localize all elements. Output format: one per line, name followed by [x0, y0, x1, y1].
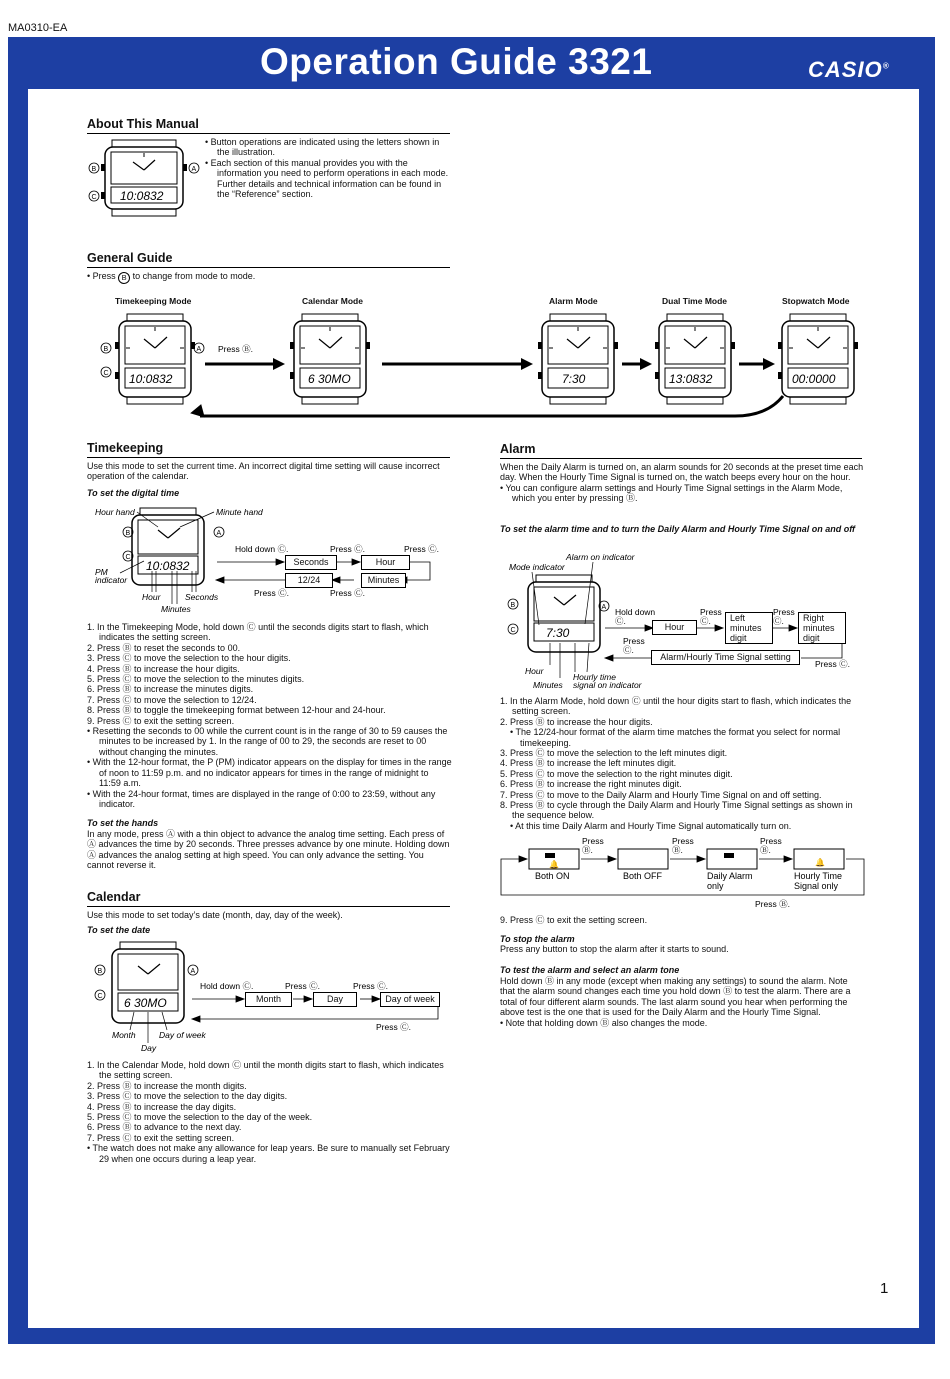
svg-text:Press Ⓒ.: Press Ⓒ. — [330, 588, 365, 598]
button-b-icon — [89, 163, 99, 173]
mode-label-dual-time: Dual Time Mode — [662, 296, 728, 306]
timekeeping-steps — [87, 622, 452, 809]
timekeeping-step: 3. Press Ⓒ to move the selection to the hour digits. — [87, 653, 291, 664]
mode-label-timekeeping: Timekeeping Mode — [115, 296, 192, 306]
mode-label-alarm: Alarm Mode — [549, 296, 598, 306]
watch-dual-time-icon — [655, 314, 735, 404]
watch-icon — [528, 575, 600, 652]
mode-flow-diagram — [95, 312, 875, 430]
svg-text:10:0832: 10:0832 — [146, 559, 190, 573]
svg-text:Ⓑ.: Ⓑ. — [582, 845, 593, 855]
svg-text:C: C — [97, 993, 103, 1000]
page-title: Operation Guide 3321 — [260, 41, 653, 82]
svg-text:A: A — [191, 166, 197, 173]
about-bullet: • Each section of this manual provides you with the information you need to perform operations in each mode. Further details and technical information can be found in the “Reference” section. — [205, 157, 449, 200]
svg-text:B: B — [125, 530, 131, 537]
lcd-time: 10:0832 — [120, 189, 164, 203]
svg-text:Ⓑ.: Ⓑ. — [672, 845, 683, 855]
svg-text:Press Ⓒ.: Press Ⓒ. — [285, 981, 320, 991]
general-heading: General Guide — [87, 251, 450, 268]
about-bullet: • Button operations are indicated using the letters shown in the illustration. — [205, 137, 440, 158]
svg-text:6 30MO: 6 30MO — [124, 996, 167, 1010]
hold-down-label: Hold down Ⓒ. — [235, 544, 289, 554]
button-c-icon — [101, 367, 111, 377]
step-box-right-minutes: Right minutes digit — [798, 612, 846, 644]
svg-text:Ⓒ.: Ⓒ. — [773, 616, 784, 626]
step-box-hour: Hour — [361, 555, 410, 570]
alarm-step-9: 9. Press Ⓒ to exit the setting screen. — [500, 915, 648, 925]
calendar-step: 7. Press Ⓒ to exit the setting screen. — [87, 1132, 235, 1143]
svg-text:Press Ⓒ.: Press Ⓒ. — [353, 981, 388, 991]
svg-text:C: C — [510, 627, 516, 634]
day-label: Day — [141, 1043, 157, 1053]
button-a-icon — [188, 965, 198, 975]
svg-text:Ⓒ.: Ⓒ. — [615, 616, 626, 626]
calendar-step: 5. Press Ⓒ to move the selection to the day of the week. — [87, 1112, 313, 1123]
calendar-step: 6. Press Ⓑ to advance to the next day. — [87, 1122, 242, 1133]
calendar-subheading: To set the date — [87, 925, 151, 935]
button-a-icon — [214, 527, 224, 537]
day-of-week-label: Day of week — [159, 1030, 206, 1040]
alarm-steps — [500, 696, 865, 831]
mode-indicator-label: Mode indicator — [509, 562, 565, 572]
test-alarm-subheading: To test the alarm and select an alarm tone — [500, 965, 680, 975]
alarm-intro: When the Daily Alarm is turned on, an alarm sounds for 20 seconds at the preset time each day. When the Hourly Time Signal is turned on, the watch beeps every hour on the hour. • You can configure alarm settings and Hourly Time Signal settings in the Alarm Mode, which you enter by pressing Ⓑ. — [500, 462, 864, 504]
timekeeping-step: 6. Press Ⓑ to increase the minutes digits. — [87, 684, 254, 695]
button-c-icon — [89, 191, 99, 201]
timekeeping-step: 1. In the Timekeeping Mode, hold down Ⓒ until the seconds digits start to flash, which indicates the setting screen. — [87, 622, 429, 643]
calendar-step: 3. Press Ⓒ to move the selection to the day digits. — [87, 1091, 288, 1102]
hour-label: Hour — [142, 592, 161, 602]
alarm-step: 6. Press Ⓑ to increase the right minutes digit. — [500, 779, 682, 790]
step-box-hour: Hour — [652, 620, 697, 635]
hour-label: Hour — [525, 666, 544, 676]
svg-text:🔔: 🔔 — [549, 860, 559, 869]
svg-text:Ⓑ.: Ⓑ. — [760, 845, 771, 855]
watch-timekeeping-icon — [115, 314, 195, 404]
svg-text:B: B — [97, 968, 103, 975]
svg-text:Press Ⓑ.: Press Ⓑ. — [755, 899, 790, 909]
hourly-signal-label-2: signal on indicator — [573, 680, 642, 690]
watch-alarm-icon — [538, 314, 618, 404]
svg-text:Press Ⓒ.: Press Ⓒ. — [330, 544, 365, 554]
about-bullets — [205, 137, 450, 199]
alarm-step: 3. Press Ⓒ to move the selection to the left minutes digit. — [500, 748, 728, 759]
cycle-daily-alarm-1: Daily Alarm — [707, 871, 753, 881]
mode-label-calendar: Calendar Mode — [302, 296, 363, 306]
watch-icon — [101, 140, 187, 216]
minutes-label: Minutes — [161, 604, 191, 614]
test-alarm-text: Hold down Ⓑ in any mode (except when making any settings) to sound the alarm. Note that the alarm sound changes each time you hold down Ⓑ to test the alarm. There are a total of four different alarm sounds. The last alarm sound you hear when performing the above test is the one that is used for the Daily Alarm and the Hourly Time Signal. • Note that holding down Ⓑ also changes the mode. — [500, 976, 851, 1028]
alarm-step: 8. Press Ⓑ to cycle through the Daily Alarm and Hourly Time Signal settings as shown in the sequence below. — [500, 800, 853, 821]
svg-text:7:30: 7:30 — [562, 372, 586, 386]
timekeeping-step: 7. Press Ⓒ to move the selection to 12/24. — [87, 694, 257, 705]
alarm-step: 4. Press Ⓑ to increase the left minutes digit. — [500, 758, 677, 769]
timekeeping-note: • Resetting the seconds to 00 while the current count is in the range of 30 to 59 causes the minutes to be increased by 1. In the range of 00 to 29, the seconds are reset to 00 without changing the minutes. — [87, 726, 448, 757]
svg-text:B: B — [103, 346, 109, 353]
press-b-label: Press Ⓑ. — [218, 344, 253, 354]
indicator-label: indicator — [95, 575, 128, 585]
svg-text:A: A — [196, 346, 202, 353]
svg-text:Press Ⓒ.: Press Ⓒ. — [376, 1022, 411, 1032]
svg-text:A: A — [216, 530, 222, 537]
alarm-on-indicator-label: Alarm on indicator — [566, 552, 635, 562]
timekeeping-step: 5. Press Ⓒ to move the selection to the minutes digits. — [87, 674, 305, 685]
timekeeping-note: • With the 12-hour format, the P (PM) indicator appears on the display for times in the range of noon to 11:59 p.m. and no indicator appears for times in the range of midnight to 11:59 a.m. — [87, 757, 452, 789]
step-box-minutes: Minutes — [361, 573, 406, 588]
step-box-seconds: Seconds — [285, 555, 337, 570]
button-a-icon — [189, 163, 199, 173]
watch-stopwatch-icon — [778, 314, 858, 404]
step-box-day-of-week: Day of week — [380, 992, 440, 1007]
calendar-step: 1. In the Calendar Mode, hold down Ⓒ until the month digits start to flash, which indicates the setting screen. — [87, 1060, 444, 1081]
document-code: MA0310-EA — [8, 22, 68, 34]
alarm-subheading: To set the alarm time and to turn the Daily Alarm and Hourly Time Signal on and off — [500, 524, 856, 534]
calendar-intro: Use this mode to set today’s date (month, day, day of the week). — [87, 910, 343, 920]
svg-text:Press Ⓒ.: Press Ⓒ. — [815, 659, 850, 669]
stop-alarm-text: Press any button to stop the alarm after it starts to sound. — [500, 944, 729, 954]
step-box-day: Day — [313, 992, 357, 1007]
brand-logo: CASIO® — [808, 57, 890, 82]
hands-subheading: To set the hands — [87, 818, 159, 828]
alarm-on-icon — [724, 853, 734, 858]
svg-text:A: A — [601, 604, 607, 611]
button-a-icon — [194, 343, 204, 353]
svg-text:Press: Press — [700, 607, 722, 617]
svg-text:C: C — [103, 370, 109, 377]
svg-text:🔔: 🔔 — [815, 858, 825, 867]
hands-text: In any mode, press Ⓐ with a thin object to advance the analog time setting. Each press of Ⓐ advances the time by 20 seconds. Three presses advance by one minute. Holding down Ⓐ advances the analog setting at high speed. You can only advance the setting. You cannot reverse it. — [87, 829, 450, 871]
month-label: Month — [112, 1030, 136, 1040]
svg-text:B: B — [91, 166, 97, 173]
about-watch-illustration — [87, 138, 202, 218]
cycle-hourly-1: Hourly Time — [794, 871, 843, 881]
svg-text:Hold down: Hold down — [615, 607, 656, 617]
button-b-icon — [508, 599, 518, 609]
minutes-label: Minutes — [533, 680, 563, 690]
alarm-heading: Alarm — [500, 442, 862, 459]
hour-hand-label: Hour hand — [95, 507, 135, 517]
watch-icon — [132, 508, 204, 585]
svg-text:B: B — [510, 602, 516, 609]
alarm-note: • At this time Daily Alarm and Hourly Time Signal automatically turn on. — [510, 820, 792, 831]
button-c-icon — [508, 624, 518, 634]
svg-text:Press: Press — [623, 636, 645, 646]
svg-text:13:0832: 13:0832 — [669, 372, 713, 386]
timekeeping-subheading: To set the digital time — [87, 488, 180, 498]
svg-text:C: C — [125, 554, 131, 561]
page-number: 1 — [880, 1280, 889, 1297]
svg-text:Press: Press — [773, 607, 795, 617]
timekeeping-step: 2. Press Ⓑ to reset the seconds to 00. — [87, 642, 241, 653]
timekeeping-step: 8. Press Ⓑ to toggle the timekeeping format between 12-hour and 24-hour. — [87, 705, 386, 716]
step-box-month: Month — [245, 992, 292, 1007]
cycle-hourly-2: Signal only — [794, 881, 839, 891]
svg-text:10:0832: 10:0832 — [129, 372, 173, 386]
step-box-left-minutes: Left minutes digit — [725, 612, 773, 644]
svg-text:Press Ⓒ.: Press Ⓒ. — [404, 544, 439, 554]
seconds-label: Seconds — [185, 592, 219, 602]
timekeeping-note: • With the 24-hour format, times are displayed in the range of 0:00 to 23:59, without any indicator. — [87, 788, 436, 809]
svg-text:7:30: 7:30 — [546, 626, 570, 640]
about-heading: About This Manual — [87, 117, 450, 134]
svg-text:Hold down Ⓒ.: Hold down Ⓒ. — [200, 981, 254, 991]
watch-icon — [112, 942, 184, 1023]
timekeeping-step: 4. Press Ⓑ to increase the hour digits. — [87, 663, 240, 674]
stop-alarm-subheading: To stop the alarm — [500, 934, 575, 944]
svg-text:Ⓒ.: Ⓒ. — [700, 616, 711, 626]
svg-text:A: A — [190, 968, 196, 975]
calendar-note: • The watch does not make any allowance for leap years. Be sure to manually set February 29 when one occurs during a leap year. — [87, 1143, 450, 1164]
bell-icon — [815, 858, 825, 867]
minute-hand-label: Minute hand — [216, 507, 263, 517]
alarm-note: • The 12/24-hour format of the alarm time matches the format you select for normal timekeeping. — [510, 727, 841, 748]
button-b-icon — [101, 343, 111, 353]
svg-text:Press Ⓒ.: Press Ⓒ. — [254, 588, 289, 598]
button-b-icon: B — [118, 272, 130, 284]
svg-text:6 30MO: 6 30MO — [308, 372, 351, 386]
svg-text:Press: Press — [582, 836, 604, 846]
alarm-step: 2. Press Ⓑ to increase the hour digits. — [500, 716, 653, 727]
svg-text:00:0000: 00:0000 — [792, 372, 836, 386]
alarm-step: 7. Press Ⓒ to move to the Daily Alarm and Hourly Time Signal on and off setting. — [500, 789, 822, 800]
calendar-heading: Calendar — [87, 890, 450, 907]
alarm-step: 1. In the Alarm Mode, hold down Ⓒ until the hour digits start to flash, which indicates the setting screen. — [500, 696, 852, 717]
timekeeping-intro: Use this mode to set the current time. An incorrect digital time setting will cause incorrect operation of the calendar. — [87, 461, 440, 482]
watch-calendar-icon — [290, 314, 370, 404]
button-c-icon — [95, 990, 105, 1000]
general-intro: • Press B to change from mode to mode. — [87, 271, 256, 282]
alarm-cycle-diagram — [497, 833, 869, 913]
cycle-both-on: Both ON — [535, 871, 570, 881]
timekeeping-heading: Timekeeping — [87, 441, 450, 458]
mode-label-stopwatch: Stopwatch Mode — [782, 296, 850, 306]
alarm-step: 5. Press Ⓒ to move the selection to the right minutes digit. — [500, 768, 733, 779]
calendar-step: 4. Press Ⓑ to increase the day digits. — [87, 1101, 237, 1112]
svg-text:Press: Press — [760, 836, 782, 846]
svg-text:C: C — [91, 194, 97, 201]
button-b-icon — [95, 965, 105, 975]
calendar-steps — [87, 1060, 452, 1164]
cycle-daily-alarm-2: only — [707, 881, 724, 891]
step-box-alarm-setting: Alarm/Hourly Time Signal setting — [651, 650, 800, 665]
step-box-1224: 12/24 — [285, 573, 333, 588]
pm-label: PM — [95, 567, 108, 577]
svg-text:Ⓒ.: Ⓒ. — [623, 645, 634, 655]
cycle-both-off: Both OFF — [623, 871, 663, 881]
svg-text:Press: Press — [672, 836, 694, 846]
hourly-signal-label-1: Hourly time — [573, 672, 616, 682]
calendar-step: 2. Press Ⓑ to increase the month digits. — [87, 1080, 247, 1091]
timekeeping-step: 9. Press Ⓒ to exit the setting screen. — [87, 715, 235, 726]
